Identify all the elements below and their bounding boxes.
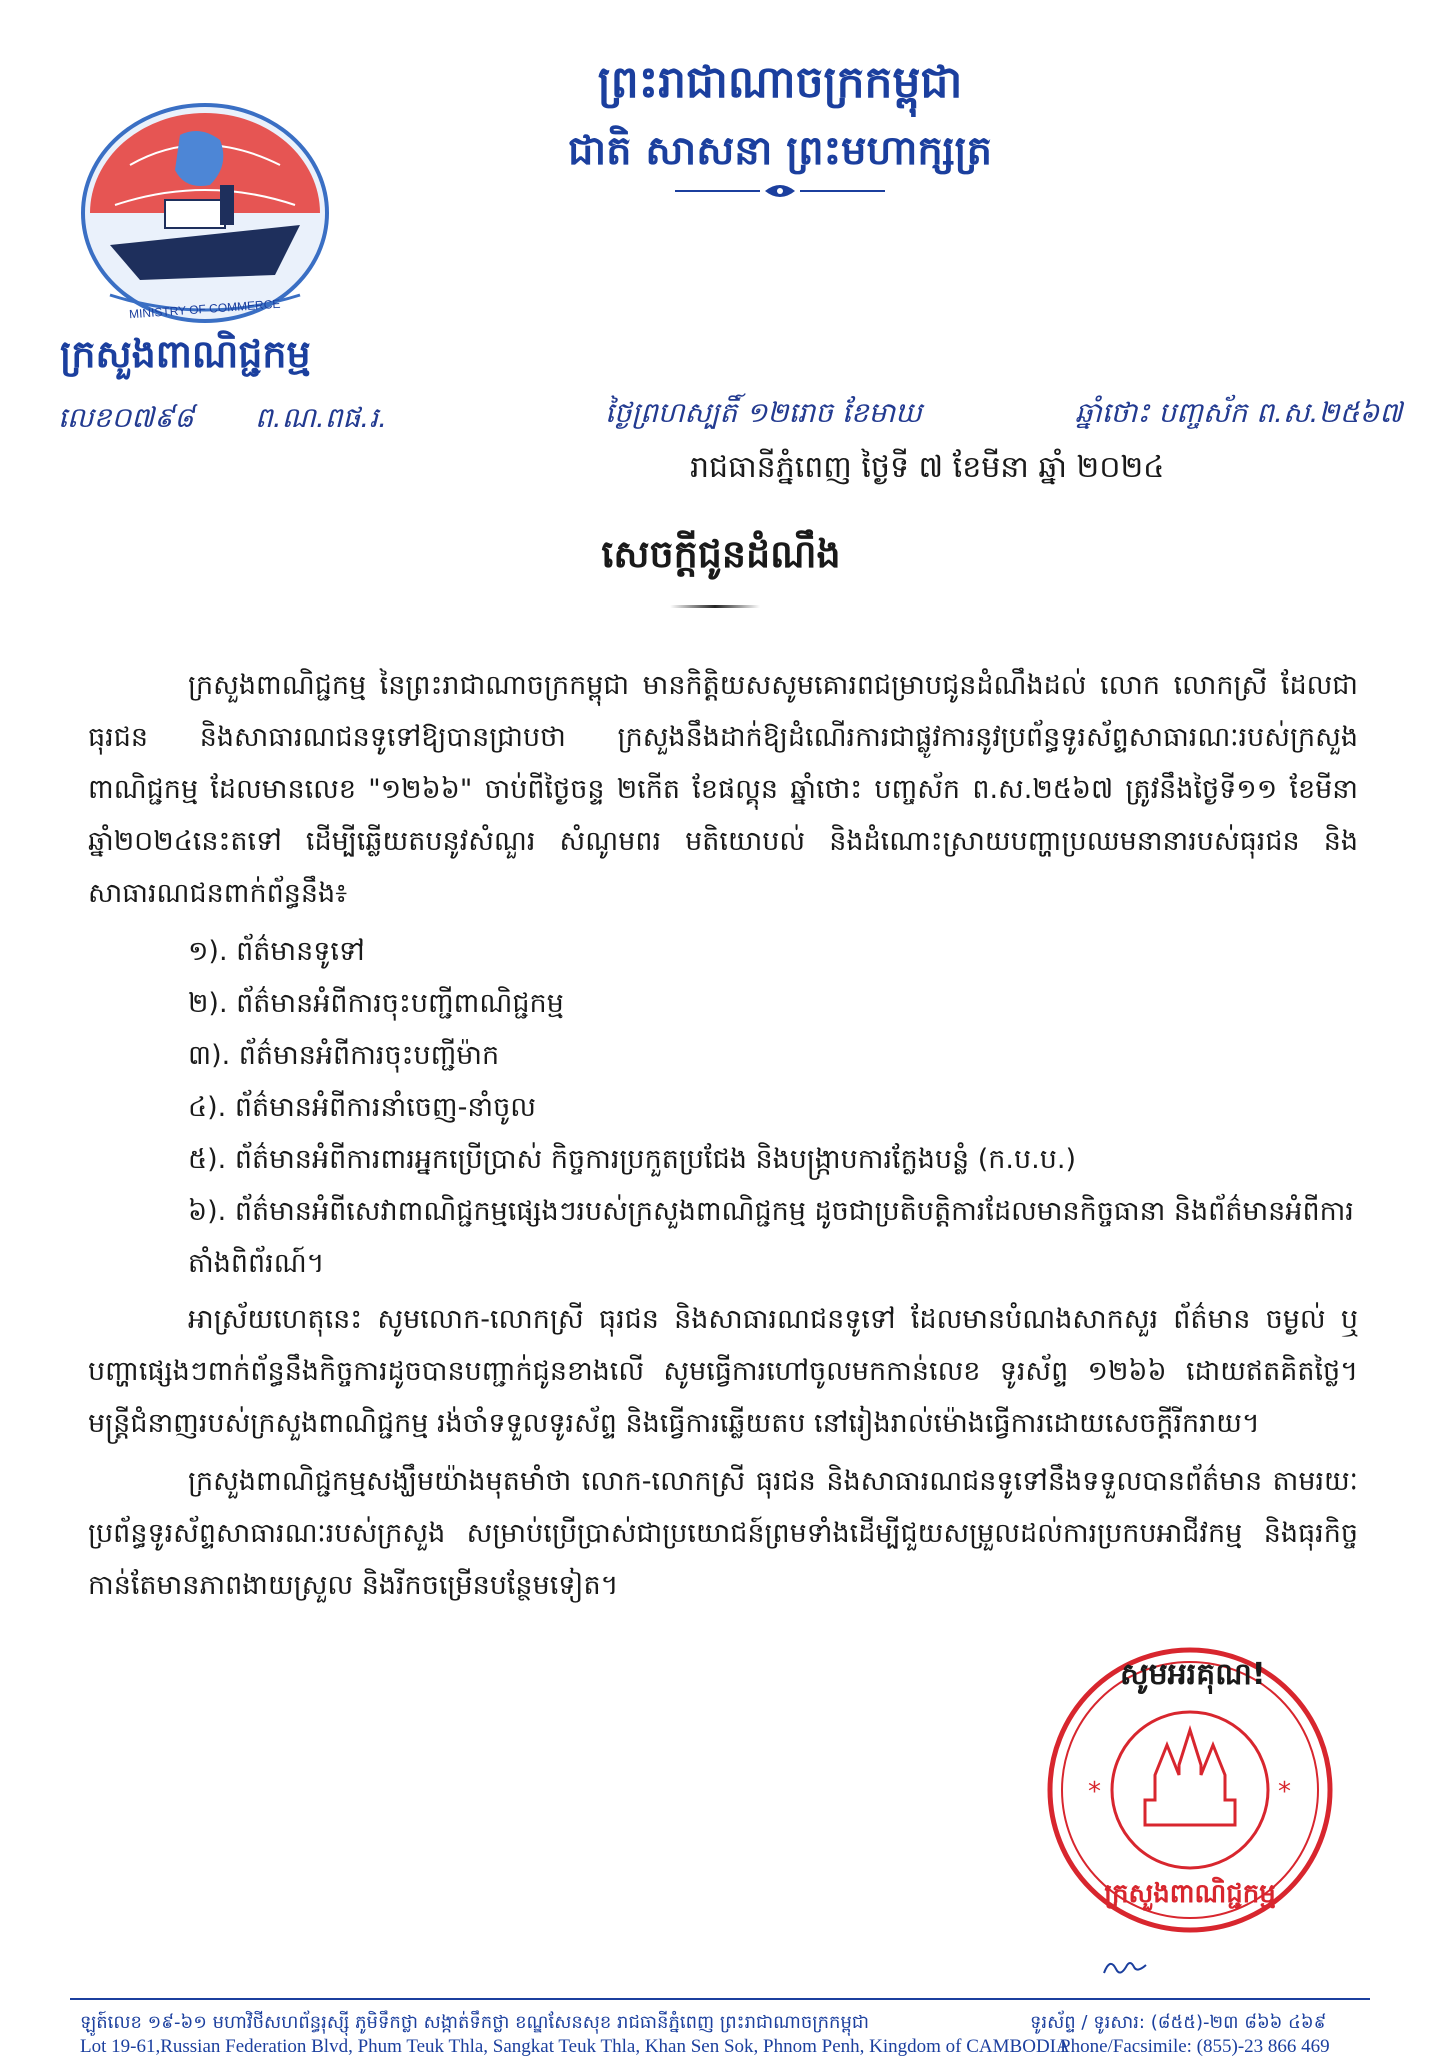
footer-english-phone: Phone/Facsimile: (855)-23 866 469 xyxy=(1060,2036,1330,2057)
ministry-name: ក្រសួងពាណិជ្ជកម្ម xyxy=(60,332,311,376)
lunar-year: ឆ្នាំថោះ បញ្ចស័ក ព.ស.២៥៦៧ xyxy=(1075,396,1403,429)
signature-mark xyxy=(1100,1955,1150,1979)
seal-text: ក្រសួងពាណិជ្ជកម្ម xyxy=(1104,1879,1276,1909)
ministry-logo xyxy=(70,95,340,335)
footer-khmer-phone: ទូរស័ព្ទ / ទូរសារ: (៨៥៥)-២៣ ៨៦៦ ៤៦៩ xyxy=(1030,2012,1327,2033)
logo-text: MINISTRY OF COMMERCE xyxy=(128,296,281,322)
title-underline xyxy=(670,605,760,608)
paragraph-intro: ក្រសួងពាណិជ្ជកម្ម នៃព្រះរាជាណាចក្រកម្ពុជា មានកិត្តិយសសូមគោរពជម្រាបជូនដំណឹងដល់ លោក លោកស្រី ដែលជាធុរជន និងសាធារណជនទូទៅឱ្យបានជ្រាបថា ក្រសួងនឹងដាក់ឱ្យដំណើរការជាផ្លូវការនូវប្រព័ន្ធទូរស័ព្ទសាធារណៈរបស់ក្រសួងពាណិជ្ជកម្ម ដែលមានលេខ "១២៦៦" ចាប់ពីថ្ងៃចន្ទ ២កើត ខែផល្គុន ឆ្នាំថោះ បញ្ចស័ក ព.ស.២៥៦៧ ត្រូវនឹងថ្ងៃទី១១ ខែមីនា ឆ្នាំ២០២៤នេះតទៅ ដើម្បីឆ្លើយតបនូវសំណួរ សំណូមពរ មតិយោបល់ និងដំណោះស្រាយបញ្ហាប្រឈមនានារបស់ធុរជន និងសាធារណជនពាក់ព័ន្ធនឹង៖ xyxy=(88,670,1358,909)
place-and-date: រាជធានីភ្នំពេញ ថ្ងៃទី ៧ ខែមីនា ឆ្នាំ ២០២៤ xyxy=(690,450,1165,485)
reference-number: លេខ០៧៩៨ xyxy=(58,401,194,434)
svg-text:*: * xyxy=(1088,1777,1101,1807)
document-title: សេចក្តីជូនដំណឹង xyxy=(601,532,841,576)
list-item: ៦). ព័ត៌មានអំពីសេវាពាណិជ្ជកម្មផ្សេងៗរបស់ក្រសួងពាណិជ្ជកម្ម ដូចជាប្រតិបត្តិការដែលមានកិច្ចធានា និងព័ត៌មានអំពីការតាំងពិព័រណ៍។ xyxy=(188,1196,1354,1279)
list-item: ៥). ព័ត៌មានអំពីការពារអ្នកប្រើប្រាស់ កិច្ចការប្រកួតប្រជែង និងបង្ក្រាបការក្លែងបន្លំ (ក.ប.ប.) xyxy=(188,1144,1076,1175)
list-item: ៤). ព័ត៌មានអំពីការនាំចេញ-នាំចូល xyxy=(188,1092,536,1123)
footer-khmer-address: ឡូត៍លេខ ១៩-៦១ មហាវិថីសហព័ន្ធរុស្ស៊ី ភូមិទឹកថ្លា សង្កាត់ទឹកថ្លា ខណ្ឌសែនសុខ រាជធានីភ្នំពេញ ព្រះរាជាណាចក្រកម្ពុជា xyxy=(80,2012,870,2033)
list-item: ៣). ព័ត៌មានអំពីការចុះបញ្ជីម៉ាក xyxy=(188,1040,500,1071)
ornament-divider xyxy=(655,180,905,202)
lunar-date: ថ្ងៃព្រហស្បតិ៍ ១២រោច ខែមាឃ xyxy=(605,396,922,429)
footer-divider xyxy=(70,1998,1370,2000)
closing-thanks: សូមអរគុណ! xyxy=(1120,1657,1266,1692)
topic-list xyxy=(88,926,1358,1290)
list-item: ២). ព័ត៌មានអំពីការចុះបញ្ជីពាណិជ្ជកម្ម xyxy=(188,988,564,1019)
footer-english-address: Lot 19-61,Russian Federation Blvd, Phum Teuk Thla, Sangkat Teuk Thla, Khan Sen Sok, Phnom Penh, Kingdom of CAMBODIA xyxy=(80,2036,1070,2057)
kingdom-heading: ព្រះរាជាណាចក្រកម្ពុជា xyxy=(597,57,963,108)
paragraph-conclusion: ក្រសួងពាណិជ្ជកម្មសង្ឃឹមយ៉ាងមុតមាំថា លោក-លោកស្រី ធុរជន និងសាធារណជនទូទៅនឹងទទួលបានព័ត៌មាន តាមរយៈប្រព័ន្ធទូរស័ព្ទសាធារណៈរបស់ក្រសួង សម្រាប់ប្រើប្រាស់ជាប្រយោជន៍ព្រមទាំងដើម្បីជួយសម្រួលដល់ការប្រកបអាជីវកម្ម និងធុរកិច្ចកាន់តែមានភាពងាយស្រួល និងរីកចម្រើនបន្ថែមទៀត។ xyxy=(88,1466,1358,1601)
national-motto: ជាតិ សាសនា ព្រះមហាក្សត្រ xyxy=(568,128,992,174)
reference-code: ព.ណ.ពផ.រ. xyxy=(255,401,387,434)
list-item: ១). ព័ត៌មានទូទៅ xyxy=(188,936,365,967)
document-body xyxy=(88,660,1358,1618)
paragraph-instructions: អាស្រ័យហេតុនេះ សូមលោក-លោកស្រី ធុរជន និងសាធារណជនទូទៅ ដែលមានបំណងសាកសួរ ព័ត៌មាន ចម្ងល់ ឬបញ្ហាផ្សេងៗពាក់ព័ន្ធនឹងកិច្ចការដូចបានបញ្ជាក់ជូនខាងលើ សូមធ្វើការហៅចូលមកកាន់លេខ ទូរស័ព្ទ ១២៦៦ ដោយឥតគិតថ្លៃ។ មន្ត្រីជំនាញរបស់ក្រសួងពាណិជ្ជកម្ម រង់ចាំទទួលទូរស័ព្ទ និងធ្វើការឆ្លើយតប នៅរៀងរាល់ម៉ោងធ្វើការដោយសេចក្តីរីករាយ។ xyxy=(88,1304,1358,1439)
svg-text:*: * xyxy=(1278,1777,1291,1807)
